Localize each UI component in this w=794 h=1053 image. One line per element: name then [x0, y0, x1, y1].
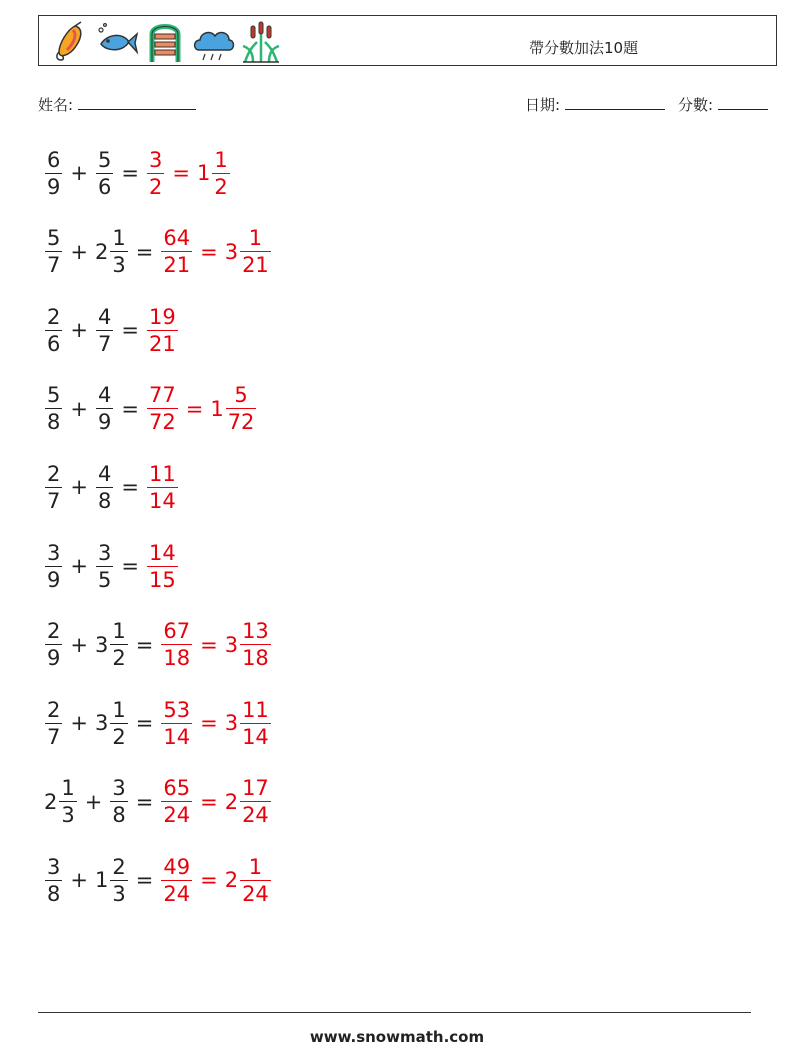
date-label: 日期: — [525, 96, 561, 114]
answer-improper-denominator: 72 — [148, 410, 176, 435]
addend-b-number — [95, 461, 114, 514]
addend-b-denominator: 9 — [97, 410, 112, 435]
score-label: 分數: — [678, 96, 714, 114]
answer-mixed-numerator: 1 — [248, 226, 263, 251]
plus-sign: + — [70, 868, 88, 893]
addend-b-number — [109, 775, 128, 828]
addend-a-number — [44, 147, 63, 200]
addend-b-fraction — [110, 697, 127, 750]
addend-b-number — [95, 854, 129, 907]
answer-improper-denominator: 21 — [148, 331, 176, 356]
addend-b-number — [95, 618, 129, 671]
addend-b-number — [95, 304, 114, 357]
answer-equals-sign: = — [200, 239, 218, 264]
problem-row — [44, 771, 272, 833]
header-icons — [47, 20, 283, 64]
answer-mixed-fraction — [240, 225, 271, 278]
addend-a-number — [44, 854, 63, 907]
problem-row — [44, 692, 272, 754]
addend-b-numerator: 2 — [112, 854, 126, 879]
addend-b-denominator: 2 — [112, 646, 126, 671]
answer-mixed-number — [225, 854, 272, 907]
plus-sign: + — [70, 711, 88, 736]
worksheet-header — [38, 15, 777, 66]
problem-row — [44, 378, 257, 440]
plus-sign: + — [70, 396, 88, 421]
addend-b-numerator: 3 — [97, 540, 112, 565]
answer-mixed-whole: 1 — [196, 161, 211, 185]
addend-a-fraction — [45, 304, 62, 357]
answer-improper-fraction — [147, 147, 164, 200]
answer-mixed-numerator: 11 — [242, 697, 269, 722]
problem-row — [44, 456, 179, 518]
addend-b-numerator: 1 — [112, 226, 126, 251]
addend-a-fraction — [45, 854, 62, 907]
addend-a-numerator: 6 — [47, 147, 61, 172]
answer-improper-numerator: 19 — [148, 304, 176, 329]
addend-a-numerator: 5 — [47, 383, 61, 408]
date-field — [525, 94, 665, 115]
answer-mixed-number — [225, 697, 272, 750]
addend-b-denominator: 3 — [112, 881, 126, 906]
addend-b-numerator: 1 — [112, 697, 126, 722]
answer-mixed-denominator: 24 — [242, 803, 269, 828]
plus-sign: + — [70, 239, 88, 264]
addend-b-fraction — [96, 461, 113, 514]
addend-a-fraction — [45, 461, 62, 514]
equals-sign: = — [121, 161, 139, 185]
fishing-lure-icon — [47, 20, 91, 64]
answer — [160, 775, 271, 828]
answer-mixed-denominator: 21 — [242, 253, 269, 278]
answer-mixed-numerator: 1 — [248, 854, 263, 879]
answer — [160, 225, 271, 278]
equals-sign: = — [121, 554, 139, 578]
addend-a-denominator: 9 — [47, 646, 61, 671]
answer-improper-denominator: 14 — [148, 488, 176, 513]
problem-row — [44, 299, 179, 361]
problem-row — [44, 849, 272, 911]
addend-a-denominator: 8 — [47, 410, 61, 435]
answer-improper-number — [160, 854, 193, 907]
answer-mixed-fraction — [240, 618, 271, 671]
equals-sign: = — [121, 318, 139, 343]
addend-a-number — [44, 225, 63, 278]
addend-b-denominator: 2 — [112, 724, 126, 749]
answer-improper-fraction — [161, 854, 192, 907]
addend-a-number — [44, 697, 63, 750]
addend-b-number — [95, 540, 114, 593]
answer-improper-fraction — [161, 225, 192, 278]
addend-a-numerator: 3 — [47, 854, 61, 879]
name-field — [38, 94, 196, 115]
answer-improper-fraction — [147, 382, 178, 435]
addend-b-fraction — [96, 382, 113, 435]
equals-sign: = — [135, 789, 154, 814]
answer-mixed-number — [225, 618, 272, 671]
answer-mixed-whole: 2 — [224, 789, 239, 814]
addend-b-number — [95, 382, 114, 435]
addend-a-number — [44, 618, 63, 671]
answer-equals-sign: = — [200, 789, 218, 814]
addend-a-denominator: 9 — [47, 567, 61, 592]
addend-a-numerator: 1 — [61, 776, 75, 801]
equals-sign: = — [135, 239, 154, 264]
addend-b-numerator: 5 — [97, 147, 112, 172]
problem-row — [44, 535, 179, 597]
addend-b-fraction — [110, 225, 127, 278]
problem-row — [44, 142, 231, 204]
addend-b-numerator: 3 — [112, 776, 126, 801]
answer-improper-number — [146, 304, 179, 357]
answer — [146, 461, 179, 514]
plus-sign: + — [70, 554, 88, 578]
answer-improper-fraction — [147, 304, 178, 357]
addend-b-whole: 1 — [94, 868, 109, 893]
answer-improper-number — [146, 147, 165, 200]
addend-a-number — [44, 540, 63, 593]
answer-mixed-numerator: 17 — [242, 776, 269, 801]
addend-a-denominator: 9 — [47, 174, 61, 199]
plus-sign: + — [70, 632, 88, 657]
answer-mixed-denominator: 72 — [227, 410, 255, 435]
answer-improper-numerator: 49 — [163, 854, 191, 879]
addend-b-denominator: 7 — [97, 331, 112, 356]
rain-cloud-icon — [191, 20, 235, 64]
plus-sign: + — [70, 318, 88, 343]
answer-improper-number — [160, 775, 193, 828]
addend-a-denominator: 8 — [47, 881, 61, 906]
answer-equals-sign: = — [200, 711, 218, 736]
answer-mixed-fraction — [212, 147, 229, 200]
answer-equals-sign: = — [185, 396, 204, 421]
answer-equals-sign: = — [200, 632, 218, 657]
equals-sign: = — [135, 711, 154, 736]
addend-b-denominator: 5 — [97, 567, 112, 592]
footer-site: www.snowmath.com — [309, 1028, 485, 1046]
answer-improper-denominator: 14 — [163, 724, 191, 749]
answer-improper-denominator: 15 — [148, 567, 176, 592]
answer-mixed-fraction — [226, 382, 257, 435]
addend-a-numerator: 2 — [47, 461, 61, 486]
addend-a-numerator: 5 — [47, 226, 61, 251]
addend-b-number — [95, 225, 129, 278]
addend-b-fraction — [96, 147, 113, 200]
addend-b-numerator: 1 — [112, 619, 126, 644]
answer-improper-fraction — [161, 618, 192, 671]
addend-b-numerator: 4 — [97, 383, 112, 408]
addend-b-whole: 2 — [94, 239, 109, 264]
answer-improper-denominator: 24 — [163, 881, 191, 906]
answer-improper-numerator: 11 — [148, 461, 176, 486]
addend-b-denominator: 6 — [97, 174, 112, 199]
answer-improper-numerator: 65 — [163, 776, 191, 801]
addend-b-numerator: 4 — [97, 304, 112, 329]
addend-a-fraction — [45, 382, 62, 435]
answer-mixed-denominator: 14 — [242, 724, 269, 749]
answer-mixed-whole: 3 — [224, 632, 239, 657]
addend-a-fraction — [45, 147, 62, 200]
addend-b-fraction — [110, 618, 127, 671]
addend-b-fraction — [96, 304, 113, 357]
equals-sign: = — [121, 396, 139, 421]
equals-sign: = — [121, 475, 139, 500]
answer-improper-fraction — [147, 540, 178, 593]
answer-improper-number — [160, 225, 193, 278]
answer — [146, 382, 257, 435]
addend-a-fraction — [45, 225, 62, 278]
addend-a-numerator: 3 — [47, 540, 61, 565]
addend-b-whole: 3 — [94, 632, 109, 657]
answer-mixed-number — [210, 382, 257, 435]
plus-sign: + — [84, 789, 103, 814]
equals-sign: = — [135, 632, 154, 657]
answer-mixed-denominator: 24 — [242, 881, 269, 906]
addend-b-denominator: 8 — [97, 488, 112, 513]
answer-improper-numerator: 67 — [163, 619, 191, 644]
footer-divider — [38, 1012, 751, 1013]
answer-improper-fraction — [161, 697, 192, 750]
answer-mixed-fraction — [240, 775, 271, 828]
answer-improper-denominator: 18 — [163, 646, 191, 671]
answer-improper-number — [146, 382, 179, 435]
answer — [146, 304, 179, 357]
answer-improper-number — [146, 461, 179, 514]
addend-b-number — [95, 147, 114, 200]
score-field — [678, 94, 768, 115]
date-blank[interactable] — [565, 95, 665, 110]
answer-mixed-numerator: 5 — [234, 383, 248, 408]
answer-mixed-numerator: 1 — [214, 147, 228, 172]
answer-equals-sign: = — [200, 868, 218, 893]
addend-a-numerator: 2 — [47, 697, 61, 722]
fish-icon — [95, 20, 139, 64]
addend-b-whole: 3 — [94, 711, 109, 736]
answer-mixed-numerator: 13 — [242, 619, 269, 644]
answer-improper-numerator: 64 — [163, 226, 191, 251]
answer-mixed-whole: 1 — [210, 396, 224, 421]
addend-b-number — [95, 697, 129, 750]
answer-improper-denominator: 24 — [163, 803, 191, 828]
answer-improper-numerator: 53 — [163, 697, 191, 722]
answer-improper-denominator: 2 — [148, 174, 163, 199]
plus-sign: + — [70, 475, 88, 500]
score-blank[interactable] — [718, 95, 768, 110]
answer-improper-numerator: 14 — [148, 540, 176, 565]
answer — [160, 697, 271, 750]
answer-mixed-denominator: 18 — [242, 646, 269, 671]
addend-a-denominator: 3 — [61, 803, 75, 828]
addend-b-denominator: 3 — [112, 253, 126, 278]
addend-a-number — [44, 304, 63, 357]
worksheet-title: 帶分數加法10題 — [529, 39, 639, 57]
answer-mixed-denominator: 2 — [214, 174, 228, 199]
addend-a-fraction — [45, 618, 62, 671]
addend-a-fraction — [45, 697, 62, 750]
addend-a-denominator: 6 — [47, 331, 61, 356]
answer-mixed-whole: 2 — [224, 868, 239, 893]
answer-improper-fraction — [147, 461, 178, 514]
name-label: 姓名: — [38, 96, 74, 114]
addend-b-fraction — [110, 775, 127, 828]
addend-a-number — [44, 461, 63, 514]
addend-b-fraction — [96, 540, 113, 593]
problem-row — [44, 614, 272, 676]
answer-improper-numerator: 3 — [148, 147, 163, 172]
addend-b-fraction — [110, 854, 127, 907]
addend-a-number — [44, 775, 78, 828]
answer-improper-number — [160, 697, 193, 750]
addend-a-denominator: 7 — [47, 488, 61, 513]
addend-b-numerator: 4 — [97, 461, 112, 486]
reeds-icon — [239, 20, 283, 64]
answer-mixed-fraction — [240, 854, 271, 907]
problem-row — [44, 221, 272, 283]
addend-a-fraction — [45, 540, 62, 593]
answer-improper-number — [146, 540, 179, 593]
equals-sign: = — [135, 868, 154, 893]
addend-a-numerator: 2 — [47, 619, 61, 644]
answer-mixed-number — [225, 775, 272, 828]
addend-b-denominator: 8 — [112, 803, 126, 828]
addend-a-numerator: 2 — [47, 304, 61, 329]
name-blank[interactable] — [78, 95, 196, 110]
answer-equals-sign: = — [172, 161, 190, 185]
answer-mixed-whole: 3 — [224, 711, 239, 736]
answer — [146, 147, 231, 200]
answer-improper-fraction — [161, 775, 192, 828]
answer — [160, 618, 271, 671]
answer-mixed-number — [225, 225, 272, 278]
answer-improper-denominator: 21 — [163, 253, 191, 278]
answer — [146, 540, 179, 593]
ladder-icon — [143, 20, 187, 64]
addend-a-denominator: 7 — [47, 724, 61, 749]
answer-mixed-fraction — [240, 697, 271, 750]
addend-a-fraction — [59, 775, 76, 828]
answer-improper-number — [160, 618, 193, 671]
answer — [160, 854, 271, 907]
addend-a-denominator: 7 — [47, 253, 61, 278]
addend-a-whole: 2 — [44, 789, 58, 814]
answer-mixed-whole: 3 — [224, 239, 239, 264]
addend-a-number — [44, 382, 63, 435]
plus-sign: + — [70, 161, 88, 185]
answer-mixed-number — [197, 147, 231, 200]
answer-improper-numerator: 77 — [148, 383, 176, 408]
